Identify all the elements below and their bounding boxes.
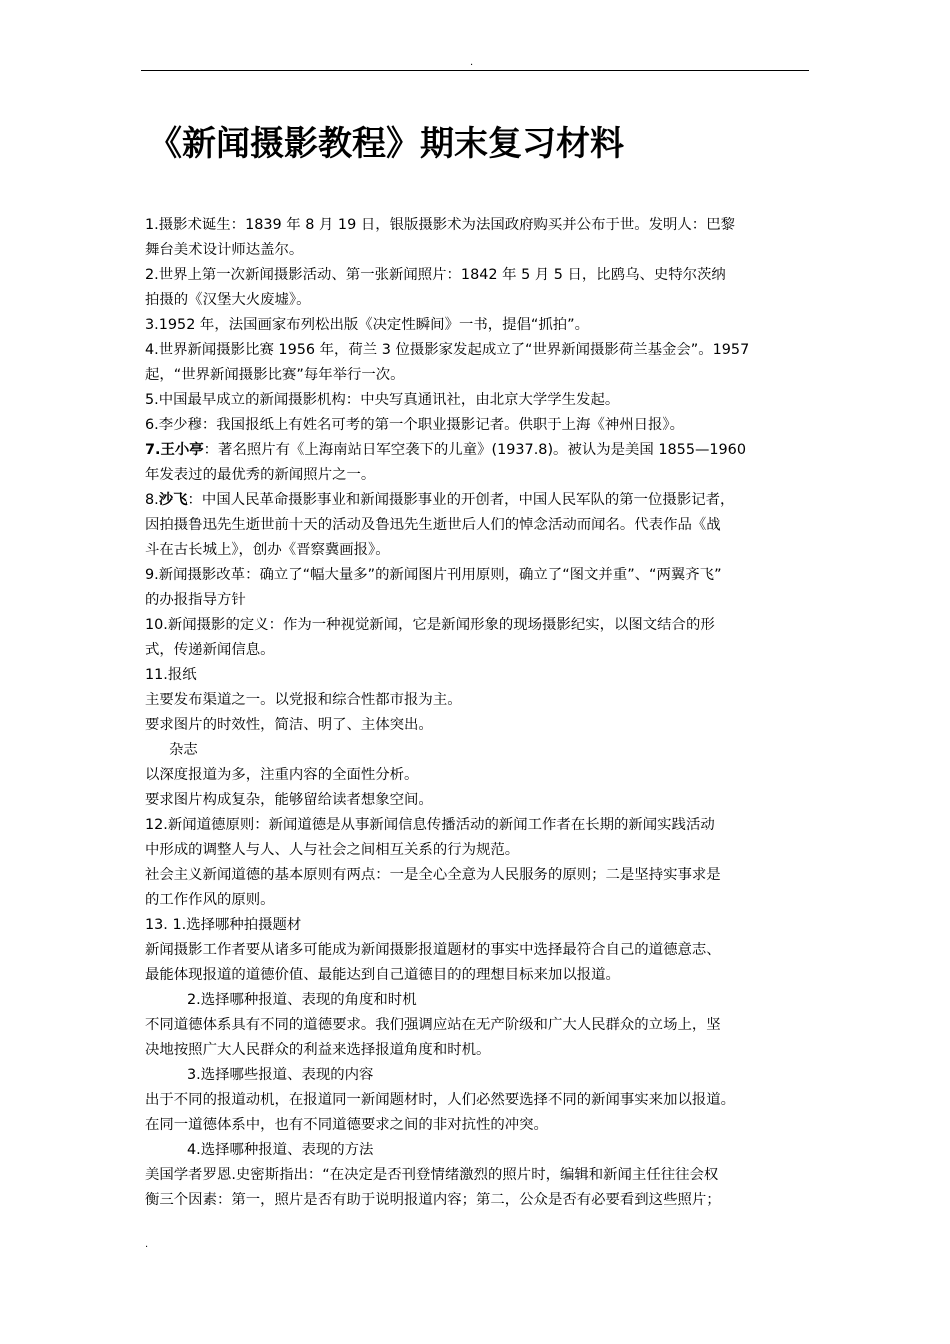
- item-number: 8.: [145, 492, 159, 508]
- header-rule: [141, 70, 809, 71]
- paragraph-line: 12.新闻道德原则：新闻道德是从事新闻信息传播活动的新闻工作者在长期的新闻实践活动: [145, 817, 715, 833]
- paragraph-line: 决地按照广大人民群众的利益来选择报道角度和时机。: [145, 1042, 491, 1058]
- paragraph-line-item8: [145, 488, 813, 513]
- header-mark: .: [470, 57, 474, 68]
- paragraph-line: 社会主义新闻道德的基本原则有两点：一是全心全意为人民服务的原则；二是坚持实事求是: [145, 867, 721, 883]
- paragraph-line: 1.摄影术诞生：1839 年 8 月 19 日，银版摄影术为法国政府购买并公布于世。发明人：巴黎: [145, 217, 735, 233]
- paragraph-line: 新闻摄影工作者要从诸多可能成为新闻摄影报道题材的事实中选择最符合自己的道德意志、: [145, 942, 721, 958]
- paragraph-text: ：著名照片有《上海南站日军空袭下的儿童》(1937.8)。被认为是美国 1855—1960: [203, 442, 746, 458]
- paragraph-line: 10.新闻摄影的定义：作为一种视觉新闻，它是新闻形象的现场摄影纪实，以图文结合的形: [145, 617, 715, 633]
- paragraph-line: 不同道德体系具有不同的道德要求。我们强调应站在无产阶级和广大人民群众的立场上，坚: [145, 1017, 721, 1033]
- paragraph-line: 式，传递新闻信息。: [145, 642, 275, 658]
- document-body: [145, 213, 813, 1213]
- paragraph-line: 舞台美术设计师达盖尔。: [145, 242, 304, 258]
- paragraph-line: 2.世界上第一次新闻摄影活动、第一张新闻照片：1842 年 5 月 5 日，比鸥乌、史特尔茨纳: [145, 267, 726, 283]
- paragraph-line: 6.李少穆：我国报纸上有姓名可考的第一个职业摄影记者。供职于上海《神州日报》。: [145, 417, 684, 433]
- paragraph-line: 最能体现报道的道德价值、最能达到自己道德目的的理想目标来加以报道。: [145, 967, 620, 983]
- paragraph-line: 出于不同的报道动机，在报道同一新闻题材时，人们必然要选择不同的新闻事实来加以报道。: [145, 1092, 736, 1108]
- paragraph-line: 中形成的调整人与人、人与社会之间相互关系的行为规范。: [145, 842, 520, 858]
- paragraph-line: 斗在古长城上》，创办《晋察冀画报》。: [145, 542, 390, 558]
- footer-mark: .: [145, 1239, 149, 1250]
- paragraph-line: 13. 1.选择哪种拍摄题材: [145, 917, 302, 933]
- paragraph-subheading: 2.选择哪种报道、表现的角度和时机: [187, 992, 417, 1008]
- paragraph-line: 在同一道德体系中，也有不同道德要求之间的非对抗性的冲突。: [145, 1117, 548, 1133]
- paragraph-line: 的办报指导方针: [145, 592, 246, 608]
- paragraph-line: 4.世界新闻摄影比赛 1956 年，荷兰 3 位摄影家发起成立了“世界新闻摄影荷兰基金会”。1957: [145, 342, 750, 358]
- paragraph-subheading: 3.选择哪些报道、表现的内容: [187, 1067, 374, 1083]
- paragraph-line-item7: [145, 438, 813, 463]
- paragraph-line: 以深度报道为多，注重内容的全面性分析。: [145, 767, 419, 783]
- paragraph-line: 9.新闻摄影改革：确立了“幅大量多”的新闻图片刊用原则，确立了“图文并重”、“两翼齐飞”: [145, 567, 722, 583]
- paragraph-line: 5.中国最早成立的新闻摄影机构：中央写真通讯社，由北京大学学生发起。: [145, 392, 620, 408]
- paragraph-line: 要求图片构成复杂，能够留给读者想象空间。: [145, 792, 433, 808]
- document-title: 《新闻摄影教程》期末复习材料: [148, 124, 624, 164]
- paragraph-subheading: 杂志: [169, 742, 198, 758]
- paragraph-line: 3.1952 年，法国画家布列松出版《决定性瞬间》一书，提倡“抓拍”。: [145, 317, 589, 333]
- paragraph-line: 美国学者罗恩.史密斯指出：“在决定是否刊登情绪激烈的照片时，编辑和新闻主任往往会权: [145, 1167, 719, 1183]
- paragraph-subheading: 4.选择哪种报道、表现的方法: [187, 1142, 374, 1158]
- paragraph-line: 的工作作风的原则。: [145, 892, 275, 908]
- paragraph-line: 11.报纸: [145, 667, 197, 683]
- paragraph-line: 因拍摄鲁迅先生逝世前十天的活动及鲁迅先生逝世后人们的悼念活动而闻名。代表作品《战: [145, 517, 721, 533]
- paragraph-text: ：中国人民革命摄影事业和新闻摄影事业的开创者，中国人民军队的第一位摄影记者，: [187, 492, 735, 508]
- paragraph-line: 衡三个因素：第一，照片是否有助于说明报道内容；第二，公众是否有必要看到这些照片；: [145, 1192, 721, 1208]
- paragraph-line: 起，“世界新闻摄影比赛”每年举行一次。: [145, 367, 405, 383]
- bold-heading-wang-xiaoting: 7.王小亭: [145, 442, 204, 458]
- bold-heading-sha-fei: 沙飞: [158, 492, 188, 508]
- paragraph-line: 年发表过的最优秀的新闻照片之一。: [145, 467, 376, 483]
- paragraph-line: 拍摄的《汉堡大火废墟》。: [145, 292, 311, 308]
- paragraph-line: 主要发布渠道之一。以党报和综合性都市报为主。: [145, 692, 462, 708]
- paragraph-line: 要求图片的时效性，简洁、明了、主体突出。: [145, 717, 433, 733]
